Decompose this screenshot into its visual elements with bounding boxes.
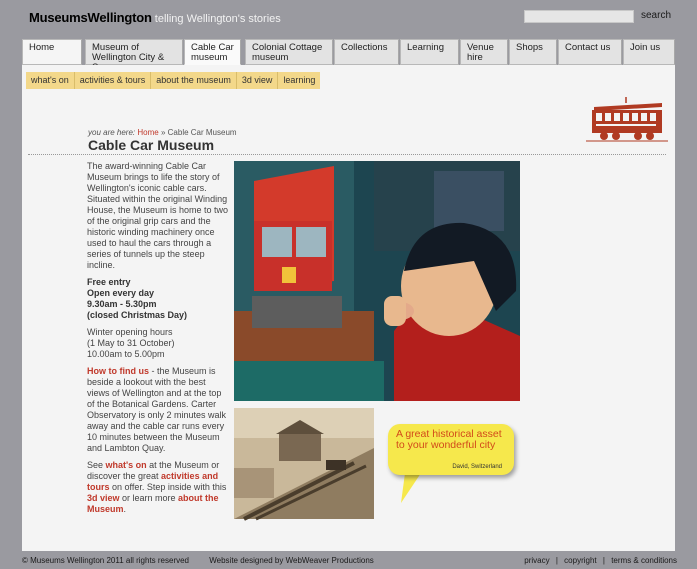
site-logo[interactable] (29, 10, 281, 25)
divider (28, 154, 666, 155)
whats-on-link[interactable]: what's on (105, 460, 147, 470)
subnav-3d-view[interactable]: 3d view (237, 72, 279, 89)
breadcrumb-current: Cable Car Museum (167, 128, 237, 137)
activities-tours-link[interactable]: activities and tours (87, 471, 219, 492)
terms-link[interactable]: terms & conditions (611, 556, 677, 565)
logo-text[interactable]: MuseumsWellington (29, 10, 152, 25)
winter-line-3: 10.00am to 5.00pm (87, 349, 165, 359)
breadcrumb-prefix: you are here: (88, 128, 136, 137)
page-title: Cable Car Museum (88, 137, 215, 153)
tab-cable-car-museum[interactable]: Cable Car museum (184, 39, 241, 65)
search-input[interactable] (524, 10, 634, 23)
museum-photo (234, 161, 520, 401)
footer-links (524, 556, 677, 565)
breadcrumb (88, 128, 237, 137)
main-nav (22, 39, 675, 65)
breadcrumb-sep: » (160, 128, 166, 137)
copyright-link[interactable]: copyright (564, 556, 597, 565)
tab-museum-of-wellington[interactable]: Museum of Wellington City & (85, 39, 183, 65)
quote-author: David, Switzerland (452, 464, 502, 470)
3d-view-link[interactable]: 3d view (87, 493, 120, 503)
cable-car-icon (586, 97, 668, 143)
intro-paragraph: The award-winning Cable Car Museum brings to life the story of Wellington's iconic cable cars. Situated within the original Winding House, the Museum is home to two of the original grip cars and the historic winding machinery once used to haul the cars through a series of tunnels up the steep incline. (87, 161, 229, 270)
designer-credit[interactable]: Website designed by WebWeaver Productions (209, 556, 374, 565)
hours-line-2: Open every day (87, 288, 155, 298)
tab-colonial-cottage[interactable]: Colonial Cottage museum (245, 39, 333, 65)
winter-line-2: (1 May to 31 October) (87, 338, 175, 348)
tab-join-us[interactable]: Join us (623, 39, 675, 65)
find-us-text: - the Museum is beside a lookout with the best views of Wellington and at the top of the Botanical Gardens. Carter Observatory is only 2 minutes walk away and the cable car runs every 10 minutes between the Museum and Lambton Quay. (87, 366, 227, 453)
winter-line-1: Winter opening hours (87, 327, 173, 337)
subnav-learning[interactable]: learning (283, 75, 316, 85)
discover-text-3: or learn more (119, 493, 179, 503)
tagline: telling Wellington's stories (154, 13, 281, 25)
hours-line-1: Free entry (87, 277, 131, 287)
hours-line-3: 9.30am - 5.30pm (87, 299, 157, 309)
privacy-link[interactable]: privacy (524, 556, 550, 565)
search-button[interactable]: search (641, 10, 672, 21)
tab-contact-us[interactable]: Contact us (558, 39, 622, 65)
tab-home[interactable]: Home (22, 39, 82, 65)
opening-hours (87, 277, 229, 321)
winter-hours (87, 327, 229, 360)
about-museum-link[interactable]: about the Museum (87, 493, 219, 514)
breadcrumb-home-link[interactable]: Home (137, 128, 159, 137)
tab-shops[interactable]: Shops (509, 39, 557, 65)
sub-nav (26, 72, 320, 89)
subnav-activities-tours[interactable]: activities & tours (75, 72, 152, 89)
body-text (87, 161, 229, 521)
tab-venue-hire[interactable]: Venue hire (460, 39, 508, 65)
discover-paragraph (87, 460, 229, 515)
footer-sep: | (555, 556, 558, 565)
subnav-whats-on[interactable]: what's on (26, 72, 75, 89)
discover-text-2: on offer. Step inside with this (109, 482, 227, 492)
historical-photo (234, 408, 374, 519)
copyright-text: © Museums Wellington 2011 all rights reserved (22, 556, 190, 565)
subnav-about-museum[interactable]: about the museum (151, 72, 237, 89)
bubble-tail (397, 473, 427, 505)
tab-learning[interactable]: Learning (400, 39, 459, 65)
hours-line-4: (closed Christmas Day) (87, 310, 188, 320)
visitor-quote (388, 424, 514, 475)
how-to-find-us-link[interactable]: How to find us (87, 366, 149, 376)
quote-text: A great historical asset to your wonderful city (396, 428, 502, 451)
tab-collections[interactable]: Collections (334, 39, 399, 65)
discover-text-1: at the Museum or discover the great (87, 460, 220, 481)
find-us-paragraph (87, 366, 229, 454)
footer (22, 556, 374, 565)
period: . (123, 504, 127, 514)
footer-sep: | (602, 556, 605, 565)
see-text: See (87, 460, 106, 470)
